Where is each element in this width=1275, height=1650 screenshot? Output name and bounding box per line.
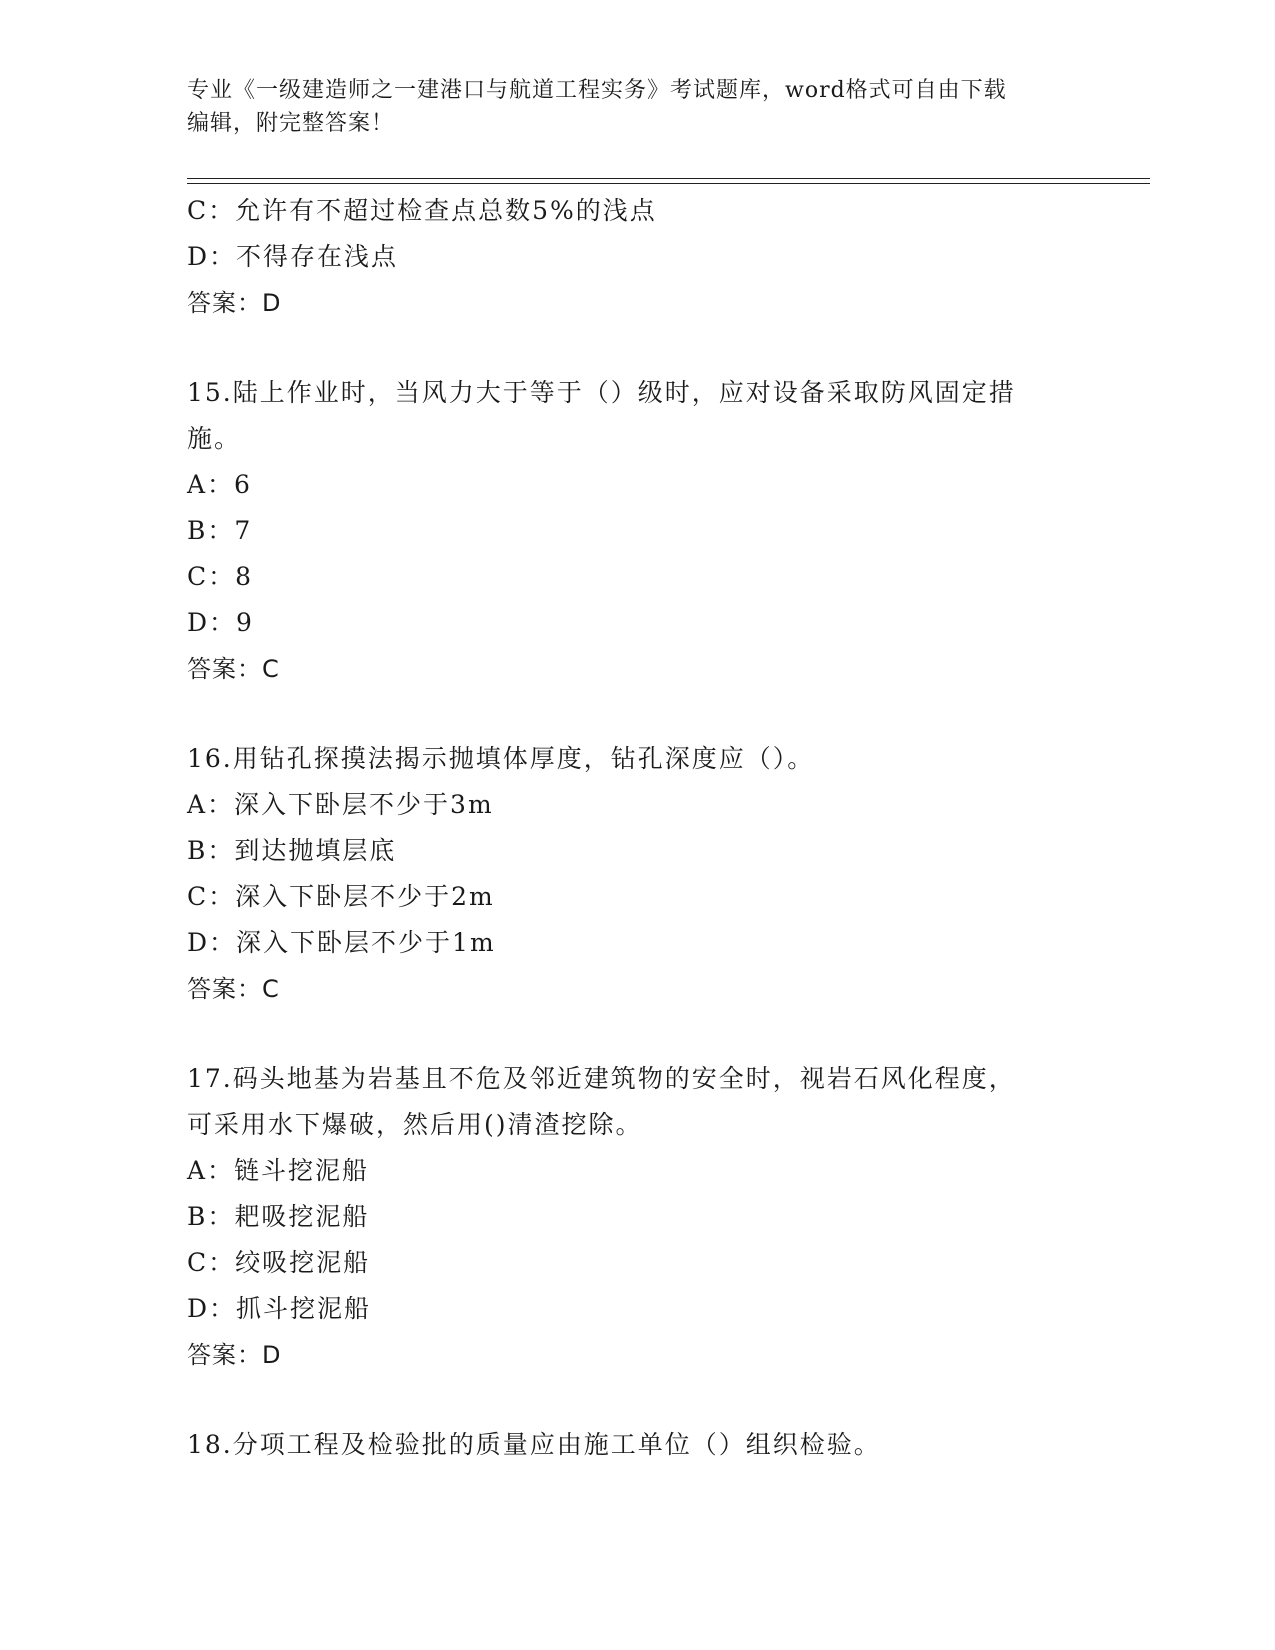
option-a: A：链斗挖泥船 — [187, 1156, 370, 1185]
question-stem: 16.用钻孔探摸法揭示抛填体厚度，钻孔深度应（）。 — [187, 744, 815, 773]
option-a: A：深入下卧层不少于3m — [187, 790, 494, 819]
question-list — [187, 188, 1087, 1468]
option-d: D：深入下卧层不少于1m — [187, 928, 496, 957]
option-b: B：耙吸挖泥船 — [187, 1202, 370, 1231]
option-c: C：绞吸挖泥船 — [187, 1248, 371, 1277]
question-17 — [187, 1056, 1087, 1378]
answer-label: 答案：D — [187, 1341, 282, 1369]
header-divider — [187, 178, 1150, 184]
question-stem: 15.陆上作业时，当风力大于等于（）级时，应对设备采取防风固定措 — [187, 378, 1016, 407]
option-d: D：抓斗挖泥船 — [187, 1294, 372, 1323]
question-stem-continued: 可采用水下爆破，然后用()清渣挖除。 — [187, 1110, 643, 1139]
option-b: B：到达抛填层底 — [187, 836, 397, 865]
question-16 — [187, 736, 1087, 1012]
option-d: D：不得存在浅点 — [187, 242, 399, 271]
option-a: A：6 — [187, 470, 252, 499]
spacer — [187, 326, 1087, 370]
answer-label: 答案：D — [187, 289, 282, 317]
header-line-1: 专业《一级建造师之一建港口与航道工程实务》考试题库，word格式可自由下载 — [187, 78, 1007, 103]
question-14-remainder — [187, 188, 1087, 326]
option-d: D：9 — [187, 608, 254, 637]
question-18 — [187, 1422, 1087, 1468]
answer-label: 答案：C — [187, 655, 280, 683]
spacer — [187, 692, 1087, 736]
option-c: C：允许有不超过检查点总数5%的浅点 — [187, 196, 657, 225]
question-stem: 18.分项工程及检验批的质量应由施工单位（）组织检验。 — [187, 1430, 881, 1459]
header-line-2: 编辑，附完整答案！ — [187, 111, 395, 136]
question-stem-continued: 施。 — [187, 424, 242, 453]
option-b: B：7 — [187, 516, 253, 545]
question-15 — [187, 370, 1087, 692]
document-header — [187, 74, 1087, 140]
option-c: C：深入下卧层不少于2m — [187, 882, 495, 911]
option-c: C：8 — [187, 562, 254, 591]
spacer — [187, 1378, 1087, 1422]
answer-label: 答案：C — [187, 975, 280, 1003]
spacer — [187, 1012, 1087, 1056]
question-stem: 17.码头地基为岩基且不危及邻近建筑物的安全时，视岩石风化程度， — [187, 1064, 1016, 1093]
